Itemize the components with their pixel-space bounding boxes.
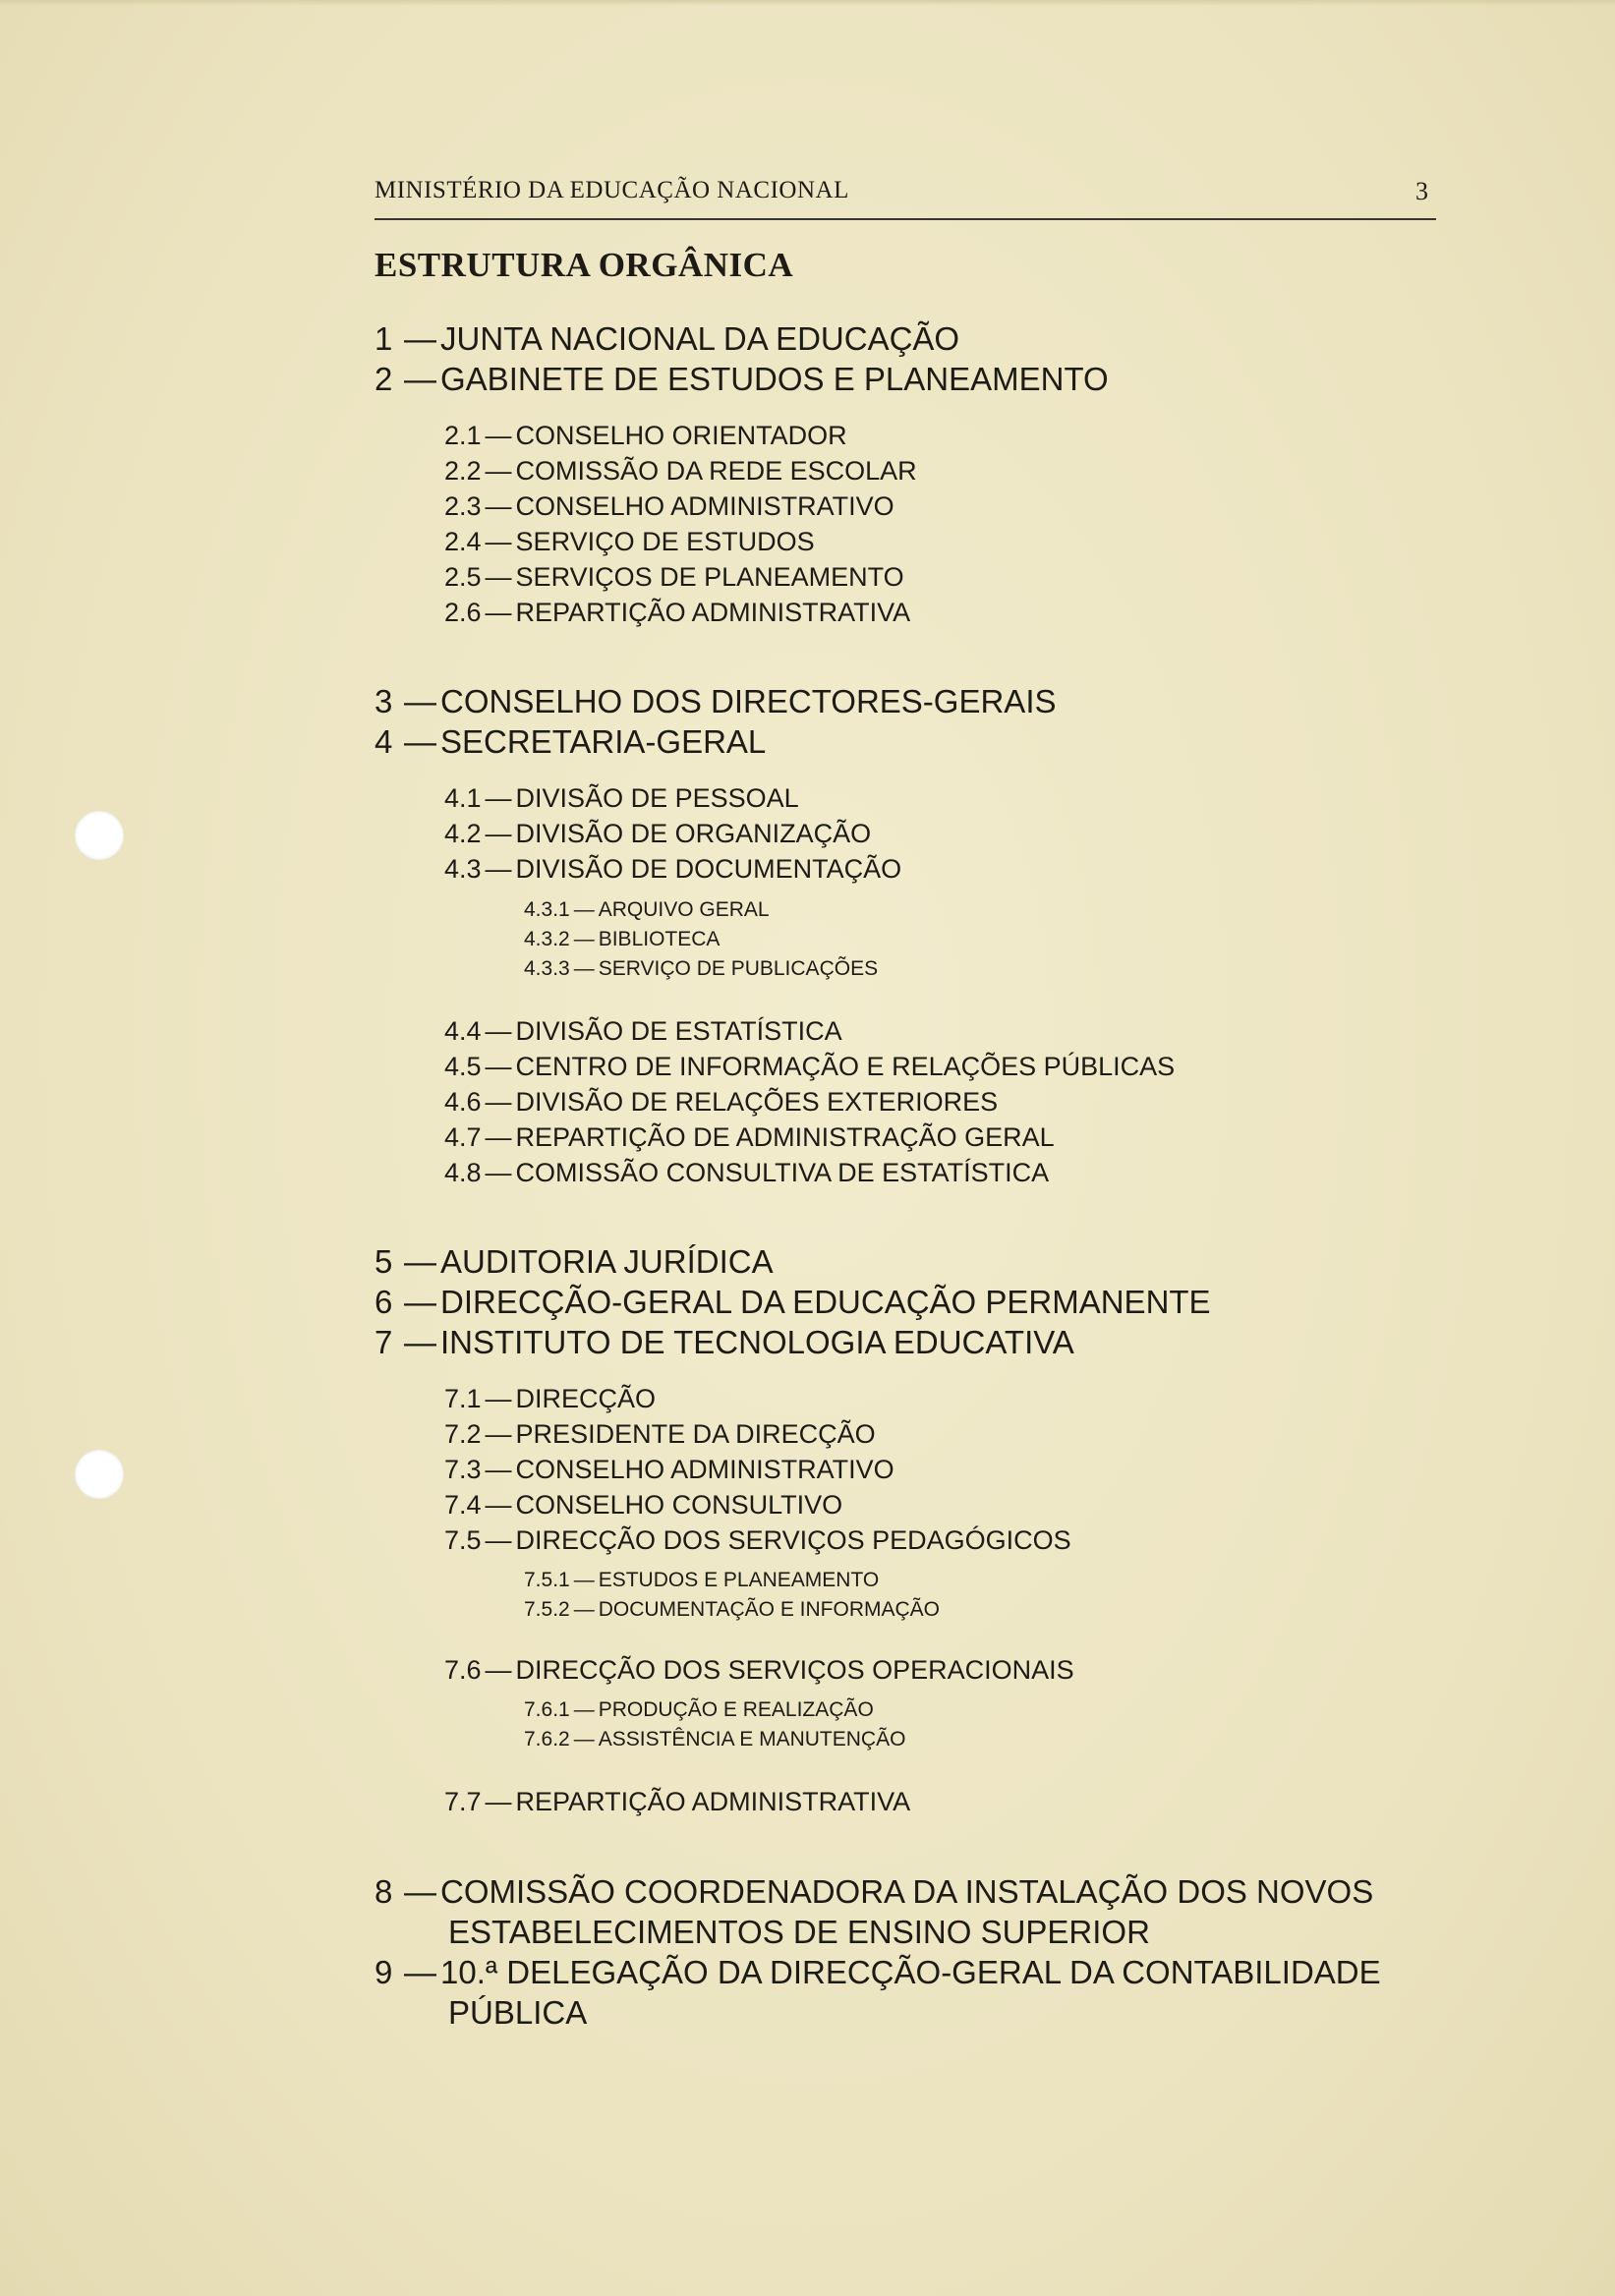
- org-unit-4-1: 4.1 — DIVISÃO DE PESSOAL: [444, 783, 799, 813]
- org-unit-7-5: 7.5 — DIRECÇÃO DOS SERVIÇOS PEDAGÓGICOS: [444, 1525, 1071, 1555]
- org-unit-7-5-1: 7.5.1 — ESTUDOS E PLANEAMENTO: [524, 1569, 880, 1591]
- org-unit-7: 7 — INSTITUTO DE TECNOLOGIA EDUCATIVA: [375, 1324, 1074, 1360]
- org-unit-4-8: 4.8 — COMISSÃO CONSULTIVA DE ESTATÍSTICA: [444, 1158, 1050, 1187]
- org-unit-6: 6 — DIRECÇÃO-GERAL DA EDUCAÇÃO PERMANENTE: [375, 1284, 1211, 1320]
- org-unit-7-6-1: 7.6.1 — PRODUÇÃO E REALIZAÇÃO: [524, 1698, 874, 1721]
- org-unit-4-3-1: 4.3.1 — ARQUIVO GERAL: [524, 898, 770, 921]
- org-unit-4-3: 4.3 — DIVISÃO DE DOCUMENTAÇÃO: [444, 854, 902, 884]
- page-number: 3: [1415, 177, 1428, 205]
- org-unit-7-7: 7.7 — REPARTIÇÃO ADMINISTRATIVA: [444, 1787, 911, 1816]
- org-unit-4-5: 4.5 — CENTRO DE INFORMAÇÃO E RELAÇÕES PÚBLICAS: [444, 1052, 1176, 1081]
- org-unit-7-6-2: 7.6.2 — ASSISTÊNCIA E MANUTENÇÃO: [524, 1728, 906, 1751]
- punch-hole: [75, 1450, 124, 1499]
- org-unit-2-5: 2.5 — SERVIÇOS DE PLANEAMENTO: [444, 562, 904, 592]
- org-unit-7-5-2: 7.5.2 — DOCUMENTAÇÃO E INFORMAÇÃO: [524, 1598, 941, 1621]
- org-unit-4: 4 — SECRETARIA-GERAL: [375, 723, 767, 760]
- org-unit-9: 9 — 10.ª DELEGAÇÃO DA DIRECÇÃO-GERAL DA CONTABILIDADE: [375, 1954, 1381, 1990]
- org-unit-7-1: 7.1 — DIRECÇÃO: [444, 1384, 657, 1413]
- org-unit-7-3: 7.3 — CONSELHO ADMINISTRATIVO: [444, 1455, 894, 1484]
- punch-hole: [75, 811, 124, 860]
- page-title: ESTRUTURA ORGÂNICA: [375, 246, 794, 284]
- org-unit-9-continuation: PÚBLICA: [448, 1994, 588, 2031]
- org-unit-7-6: 7.6 — DIRECÇÃO DOS SERVIÇOS OPERACIONAIS: [444, 1655, 1074, 1685]
- org-unit-1: 1 — JUNTA NACIONAL DA EDUCAÇÃO: [375, 320, 960, 357]
- org-unit-4-2: 4.2 — DIVISÃO DE ORGANIZAÇÃO: [444, 819, 872, 848]
- ministry-name: MINISTÉRIO DA EDUCAÇÃO NACIONAL: [375, 177, 849, 203]
- org-unit-3: 3 — CONSELHO DOS DIRECTORES-GERAIS: [375, 683, 1057, 719]
- page-top-edge: [0, 0, 1615, 6]
- org-unit-4-3-2: 4.3.2 — BIBLIOTECA: [524, 928, 721, 950]
- org-unit-8: 8 — COMISSÃO COORDENADORA DA INSTALAÇÃO DOS NOVOS: [375, 1873, 1374, 1910]
- org-unit-7-2: 7.2 — PRESIDENTE DA DIRECÇÃO: [444, 1419, 876, 1449]
- org-unit-4-6: 4.6 — DIVISÃO DE RELAÇÕES EXTERIORES: [444, 1087, 999, 1117]
- org-unit-2-3: 2.3 — CONSELHO ADMINISTRATIVO: [444, 491, 894, 521]
- org-unit-4-4: 4.4 — DIVISÃO DE ESTATÍSTICA: [444, 1016, 842, 1046]
- org-unit-2-2: 2.2 — COMISSÃO DA REDE ESCOLAR: [444, 456, 917, 486]
- org-unit-2-6: 2.6 — REPARTIÇÃO ADMINISTRATIVA: [444, 598, 911, 627]
- running-header: [375, 173, 1436, 220]
- org-unit-2: 2 — GABINETE DE ESTUDOS E PLANEAMENTO: [375, 361, 1109, 397]
- org-unit-8-continuation: ESTABELECIMENTOS DE ENSINO SUPERIOR: [448, 1914, 1150, 1950]
- org-unit-5: 5 — AUDITORIA JURÍDICA: [375, 1243, 774, 1280]
- org-unit-7-4: 7.4 — CONSELHO CONSULTIVO: [444, 1490, 843, 1520]
- org-unit-2-4: 2.4 — SERVIÇO DE ESTUDOS: [444, 527, 815, 556]
- org-unit-4-7: 4.7 — REPARTIÇÃO DE ADMINISTRAÇÃO GERAL: [444, 1122, 1055, 1152]
- org-unit-4-3-3: 4.3.3 — SERVIÇO DE PUBLICAÇÕES: [524, 957, 879, 980]
- org-unit-2-1: 2.1 — CONSELHO ORIENTADOR: [444, 421, 847, 450]
